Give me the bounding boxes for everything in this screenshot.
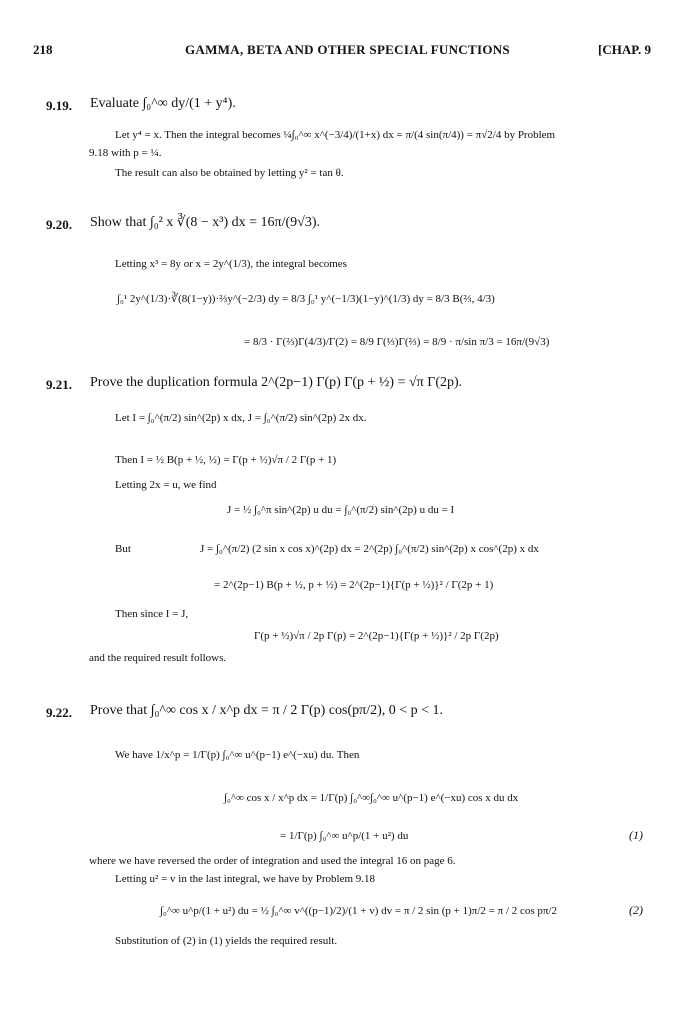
page-number: 218 (33, 42, 53, 57)
solution-label: But (115, 543, 131, 555)
solution-line: We have 1/x^p = 1/Γ(p) ∫₀^∞ u^(p−1) e^(−xu) du. Then (115, 749, 360, 761)
problem-number: 9.22. (46, 705, 72, 720)
solution-line: Let y⁴ = x. Then the integral becomes ¼∫₀^∞ x^(−3/4)/(1+x) dx = π/(4 sin(π/4)) = π√2/4 by Problem (115, 129, 556, 141)
solution-line: Letting 2x = u, we find (115, 479, 217, 491)
equation-line: ∫₀^∞ u^p/(1 + u²) du = ½ ∫₀^∞ v^((p−1)/2)/(1 + v) dv = π / 2 sin (p + 1)π/2 = π / 2 cos pπ/2 (160, 905, 557, 917)
equation-line: = 8/3 · Γ(⅔)Γ(4/3)/Γ(2) = 8/9 Γ(⅓)Γ(⅔) = 8/9 · π/sin π/3 = 16π/(9√3) (244, 336, 550, 348)
problem-number: 9.20. (46, 217, 72, 232)
equation-line: ∫₀¹ 2y^(1/3)·∛(8(1−y))·⅔y^(−2/3) dy = 8/3 ∫₀¹ y^(−1/3)(1−y)^(1/3) dy = 8/3 B(⅔, 4/3) (117, 293, 495, 305)
equation-number: (2) (629, 903, 643, 917)
equation-line: J = ∫₀^(π/2) (2 sin x cos x)^(2p) dx = 2^(2p) ∫₀^(π/2) sin^(2p) x cos^(2p) x dx (200, 543, 539, 555)
problem-statement: Prove that ∫₀^∞ cos x / x^p dx = π / 2 Γ(p) cos(pπ/2), 0 < p < 1. (90, 703, 444, 718)
problem-statement: Prove the duplication formula 2^(2p−1) Γ(p) Γ(p + ½) = √π Γ(2p). (90, 375, 463, 390)
solution-line: Substitution of (2) in (1) yields the required result. (115, 935, 338, 947)
solution-line: where we have reversed the order of integration and used the integral 16 on page 6. (89, 855, 456, 867)
equation-line: ∫₀^∞ cos x / x^p dx = 1/Γ(p) ∫₀^∞∫₀^∞ u^(p−1) e^(−xu) cos x du dx (224, 792, 519, 804)
solution-line: and the required result follows. (89, 652, 227, 664)
equation-line: = 2^(2p−1) B(p + ½, p + ½) = 2^(2p−1){Γ(p + ½)}² / Γ(2p + 1) (214, 579, 494, 591)
solution-line: Then I = ½ B(p + ½, ½) = Γ(p + ½)√π / 2 Γ(p + 1) (115, 454, 337, 466)
problem-number: 9.21. (46, 377, 72, 392)
equation-number: (1) (629, 828, 643, 842)
solution-label: Then since I = J, (115, 608, 189, 620)
solution-line: 9.18 with p = ¼. (89, 147, 162, 159)
chapter-label: [CHAP. 9 (598, 42, 651, 57)
equation-line: Γ(p + ½)√π / 2p Γ(p) = 2^(2p−1){Γ(p + ½)}² / 2p Γ(2p) (254, 630, 499, 642)
running-title: GAMMA, BETA AND OTHER SPECIAL FUNCTIONS (185, 42, 510, 57)
solution-line: Letting u² = v in the last integral, we have by Problem 9.18 (115, 873, 376, 885)
problem-statement: Evaluate ∫₀^∞ dy/(1 + y⁴). (90, 96, 236, 111)
problem-number: 9.19. (46, 98, 72, 113)
problem-statement: Show that ∫₀² x ∛(8 − x³) dx = 16π/(9√3). (90, 215, 321, 230)
solution-line: Letting x³ = 8y or x = 2y^(1/3), the integral becomes (115, 258, 347, 270)
solution-line: Let I = ∫₀^(π/2) sin^(2p) x dx, J = ∫₀^(π/2) sin^(2p) 2x dx. (115, 412, 367, 424)
equation-line: = 1/Γ(p) ∫₀^∞ u^p/(1 + u²) du (280, 830, 409, 842)
equation-line: J = ½ ∫₀^π sin^(2p) u du = ∫₀^(π/2) sin^(2p) u du = I (227, 504, 455, 516)
solution-line: The result can also be obtained by letting y² = tan θ. (115, 167, 344, 179)
